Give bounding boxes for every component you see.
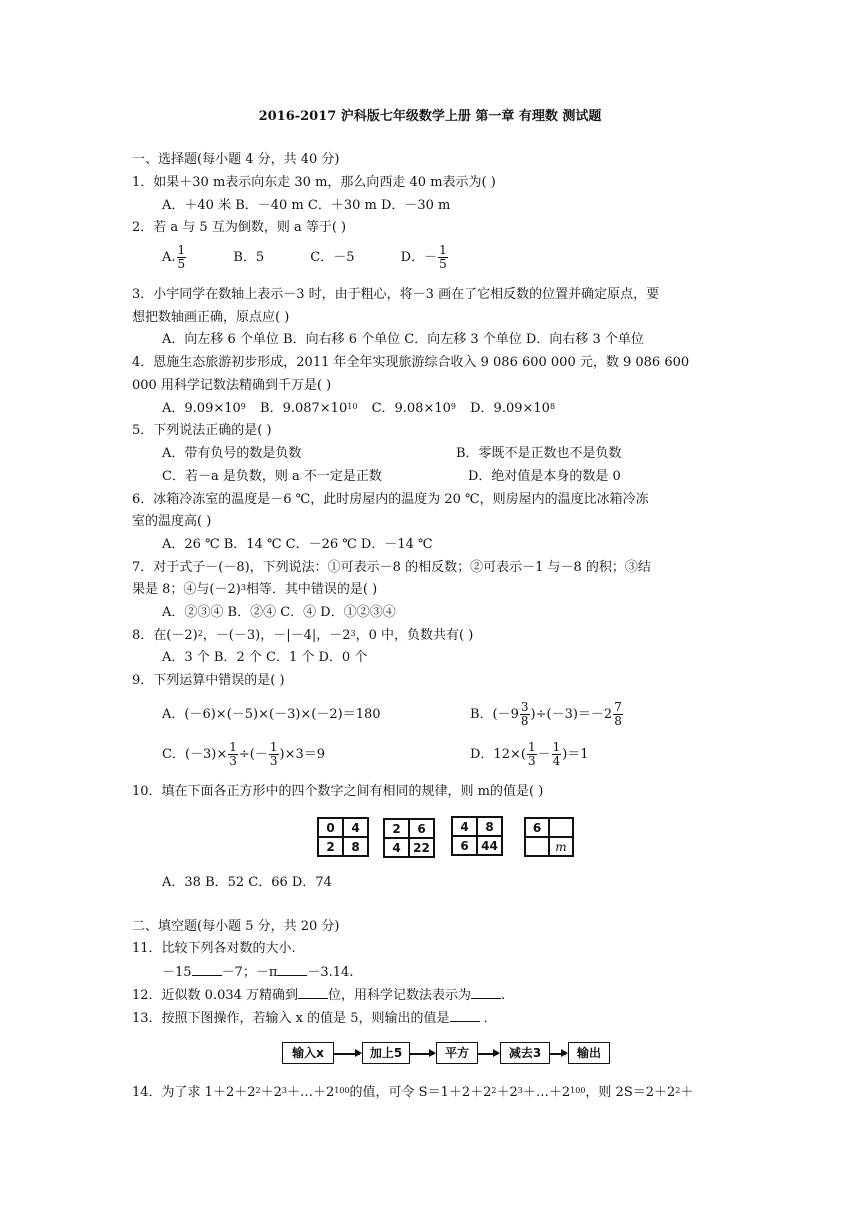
fraction: $\frac{1}{5}$	[439, 243, 447, 271]
section-heading: 一、选择题(每小题 4 分，共 40 分)	[132, 152, 340, 167]
flow-step-output: 输出	[568, 1042, 610, 1064]
question-7-line-1: 7．对于式子－(－8)，下列说法：①可表示－8 的相反数；②可表示－1 与－8 的积；③结	[132, 560, 651, 575]
question-5-option-c: C．若－a 是负数，则 a 不一定是正数	[162, 469, 382, 484]
question-9-option-c: C．(－3)× $\frac{1}{3}$ ÷(－ $\frac{1}{3}$ )×3＝9	[162, 740, 326, 768]
arrow-icon	[478, 1053, 498, 1055]
question-14: 14．为了求 $1+2+2^2+2^3+\dots+2^{100}$的值，可令 $S=1+2+2^2+2^3+\dots+2^{100}$，则 $2S=2+2^2+$	[132, 1085, 694, 1100]
number-square-3: 4 8 6 44	[451, 816, 503, 856]
number-square-1: 0 4 2 8	[317, 817, 369, 857]
arrow-icon	[410, 1053, 434, 1055]
arrow-icon	[334, 1053, 360, 1055]
question-11: 11．比较下列各对数的大小.	[132, 941, 296, 956]
answer-blank	[298, 985, 328, 999]
number-square-2: 2 6 4 22	[383, 818, 435, 858]
flow-step-add: 加上5	[362, 1042, 410, 1064]
question-10-options: A．38 B．52 C．66 D．74	[162, 875, 332, 890]
question-13: 13．按照下图操作，若输入 x 的值是 5，则输出的值是 ．	[132, 1008, 497, 1029]
question-12: 12．近似数 0.034 万精确到 位，用科学记数法表示为 .	[132, 985, 505, 1006]
question-7-line-2: 果是 8；④与$(-2)^3$相等．其中错误的是( )	[132, 582, 378, 597]
question-9-option-b: B．(－9 $\frac{3}{8}$ )÷(－3)＝－2 $\frac{7}{8}$	[470, 700, 622, 728]
question-3-line-1: 3．小宇同学在数轴上表示－3 时，由于粗心，将－3 画在了它相反数的位置并确定原点，要	[132, 287, 660, 302]
number-square-4: 6 m	[524, 817, 574, 857]
flow-step-square: 平方	[436, 1042, 478, 1064]
arrow-icon	[550, 1053, 566, 1055]
question-9-option-d: D．12×( $\frac{1}{3}$ － $\frac{1}{4}$ )＝1	[470, 740, 589, 768]
flow-step-input: 输入x	[282, 1042, 334, 1064]
question-11-items: －15 －7；－π －3.14.	[162, 962, 353, 983]
page-title: 2016-2017 沪科版七年级数学上册 第一章 有理数 测试题	[258, 109, 602, 124]
answer-blank	[450, 1008, 480, 1022]
question-1: 1．如果＋30 m表示向东走 30 m，那么向西走 40 m表示为( )	[132, 175, 496, 190]
question-9-option-a: A．(－6)×(－5)×(－3)×(－2)＝180	[162, 707, 381, 722]
question-7-options: A．②③④ B．②④ C．④ D．①②③④	[162, 605, 396, 620]
question-6-line-2: 室的温度高( )	[132, 514, 212, 529]
question-1-options: A．＋40 米 B．－40 m C．＋30 m D．－30 m	[162, 198, 451, 213]
question-4-line-2: 000 用科学记数法精确到千万是( )	[132, 378, 332, 393]
question-3-line-2: 想把数轴画正确，原点应( )	[132, 310, 290, 325]
question-8: 8．在$(-2)^2$，－(－3)，－|－4|，$-2^3$，0 中，负数共有( )	[132, 628, 474, 643]
fraction: $\frac{1}{5}$	[177, 243, 186, 271]
flow-step-subtract: 减去3	[500, 1042, 550, 1064]
question-4-options: A．$9.09\times 10^9$ B．$9.087\times 10^{10}$ C．$9.08\times 10^9$ D．$9.09\times 10^8$	[162, 401, 556, 416]
question-2: 2．若 a 与 5 互为倒数，则 a 等于( )	[132, 220, 347, 235]
question-3-options: A．向左移 6 个单位 B．向右移 6 个单位 C．向左移 3 个单位 D．向右移 3 个单位	[162, 332, 644, 347]
question-6-line-1: 6．冰箱冷冻室的温度是－6 ℃，此时房屋内的温度为 20 ℃，则房屋内的温度比冰箱冷冻	[132, 492, 649, 507]
question-4-line-1: 4．恩施生态旅游初步形成，2011 年全年实现旅游综合收入 9 086 600 000 元，数 9 086 600	[132, 355, 690, 370]
question-10: 10．填在下面各正方形中的四个数字之间有相同的规律，则 m的值是( )	[132, 784, 544, 799]
answer-blank	[471, 985, 501, 999]
question-8-options: A．3 个 B．2 个 C．1 个 D．0 个	[162, 650, 368, 665]
question-5-option-b: B．零既不是正数也不是负数	[456, 446, 622, 461]
question-9: 9．下列运算中错误的是( )	[132, 673, 285, 688]
question-6-options: A．26 ℃ B．14 ℃ C．－26 ℃ D．－14 ℃	[162, 537, 433, 552]
question-5-option-d: D．绝对值是本身的数是 0	[468, 469, 621, 484]
question-2-options: A. $\frac{1}{5}$ B．5 C．－5 D．－ $\frac{1}{5}$	[162, 243, 447, 271]
question-5: 5．下列说法正确的是( )	[132, 423, 272, 438]
answer-blank	[277, 962, 307, 976]
section-heading: 二、填空题(每小题 5 分，共 20 分)	[132, 919, 340, 934]
question-5-option-a: A．带有负号的数是负数	[162, 446, 302, 461]
answer-blank	[192, 962, 222, 976]
